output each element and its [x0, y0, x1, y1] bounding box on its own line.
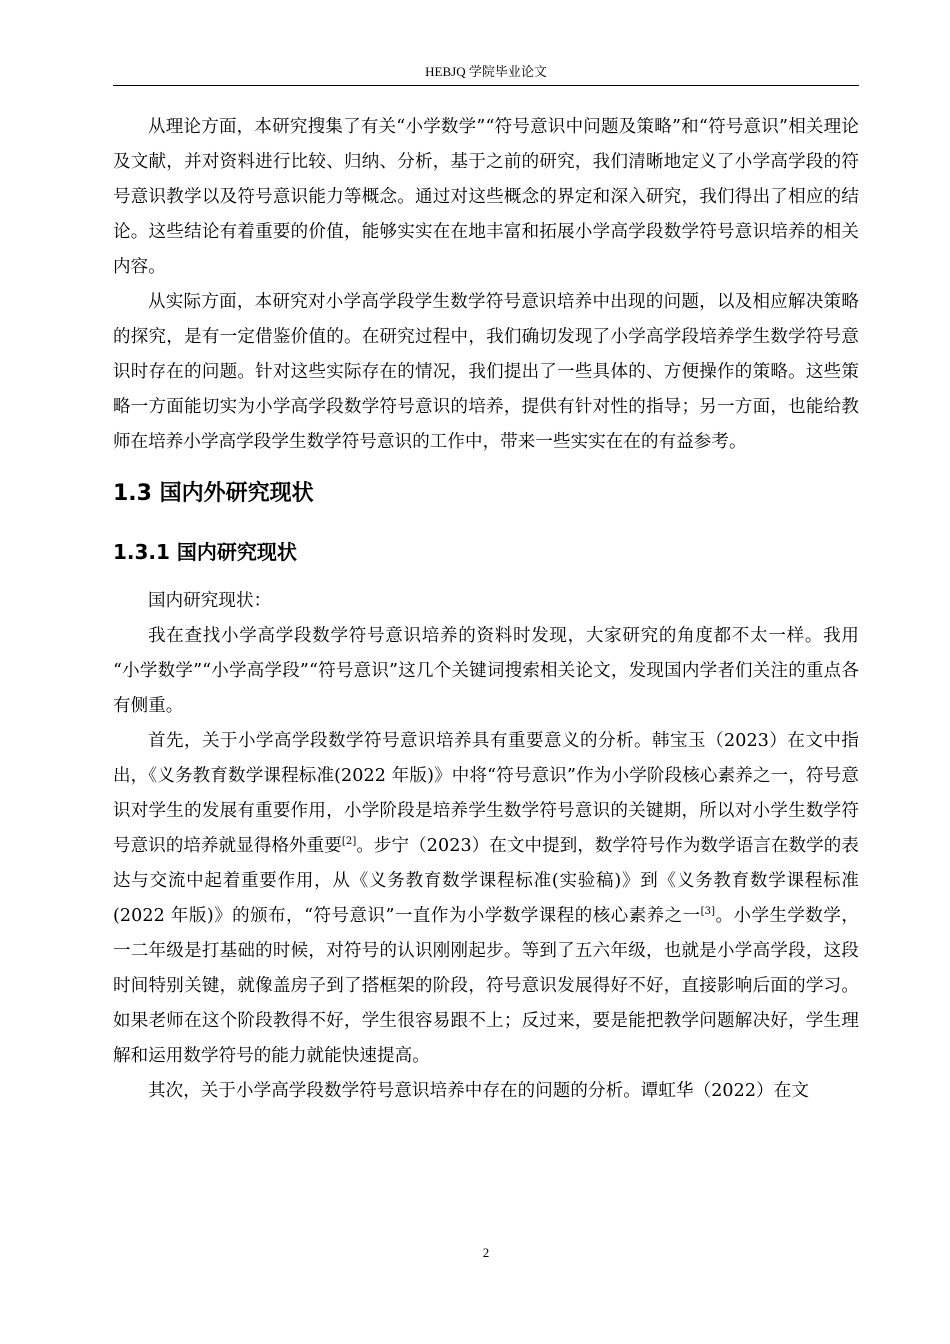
- subsection-heading: 1.3.1 国内研究现状: [113, 540, 297, 564]
- citation-3: [3]: [700, 906, 716, 918]
- running-header: HEBJQ 学院毕业论文: [425, 64, 547, 79]
- paragraph-first-part-a: 首先，关于小学高学段数学符号意识培养具有重要意义的分析。韩宝玉（2023）在文中指出，《义务教育数学课程标准(2022 年版)》中将“符号意识”作为小学阶段核心素养之一，符号意识对学生的发展有重要作用，小学阶段是培养学生数学符号意识的关键期，所以对小学生数学符号意识的培养就显得格外重要: [113, 731, 859, 856]
- page-body: [113, 110, 859, 1109]
- citation-2: [2]: [341, 836, 357, 848]
- section-heading: 1.3 国内外研究现状: [113, 481, 314, 506]
- paragraph-practice: 从实际方面，本研究对小学高学段学生数学符号意识培养中出现的问题，以及相应解决策略的探究，是有一定借鉴价值的。在研究过程中，我们确切发现了小学高学段培养学生数学符号意识时存在的问题。针对这些实际存在的情况，我们提出了一些具体的、方便操作的策略。这些策略一方面能切实为小学高学段数学符号意识的培养，提供有针对性的指导；另一方面，也能给教师在培养小学高学段学生数学符号意识的工作中，带来一些实实在在的有益参考。: [113, 292, 859, 452]
- paragraph-search: 我在查找小学高学段数学符号意识培养的资料时发现，大家研究的角度都不太一样。我用 “小学数学”“小学高学段”“符号意识”这几个关键词搜索相关论文，发现国内学者们关注的重点各有侧重。: [113, 626, 859, 716]
- paragraph-theory: 从理论方面，本研究搜集了有关“小学数学”“符号意识中问题及策略”和“符号意识”相关理论及文献，并对资料进行比较、归纳、分析，基于之前的研究，我们清晰地定义了小学高学段的符号意识教学以及符号意识能力等概念。通过对这些概念的界定和深入研究，我们得出了相应的结论。这些结论有着重要的价值，能够实实在在地丰富和拓展小学高学段数学符号意识培养的相关内容。: [113, 117, 859, 277]
- paragraph-first-part-b: 。步宁（2023）在文中提到，数学符号作为数学语言在数学的表达与交流中起着重要作用，从《义务教育数学课程标准(实验稿)》到《义务教育数学课程标准(2022 年版)》的颁布，“符号意识”一直作为小学数学课程的核心素养之一: [113, 836, 859, 926]
- paragraph-first: [113, 724, 859, 1074]
- paragraph-first-part-c: 。小学生学数学，一二年级是打基础的时候，对符号的认识刚刚起步。等到了五六年级，也就是小学高学段，这段时间特别关键，就像盖房子到了搭框架的阶段，符号意识发展得好不好，直接影响后面的学习。如果老师在这个阶段教得不好，学生很容易跟不上；反过来，要是能把教学问题解决好，学生理解和运用数学符号的能力就能快速提高。: [113, 906, 859, 1066]
- paragraph-second: 其次，关于小学高学段数学符号意识培养中存在的问题的分析。谭虹华（2022）在文: [148, 1081, 809, 1101]
- page-number: 2: [482, 1245, 490, 1260]
- lead-label: 国内研究现状：: [148, 591, 272, 611]
- header-rule: [113, 85, 859, 86]
